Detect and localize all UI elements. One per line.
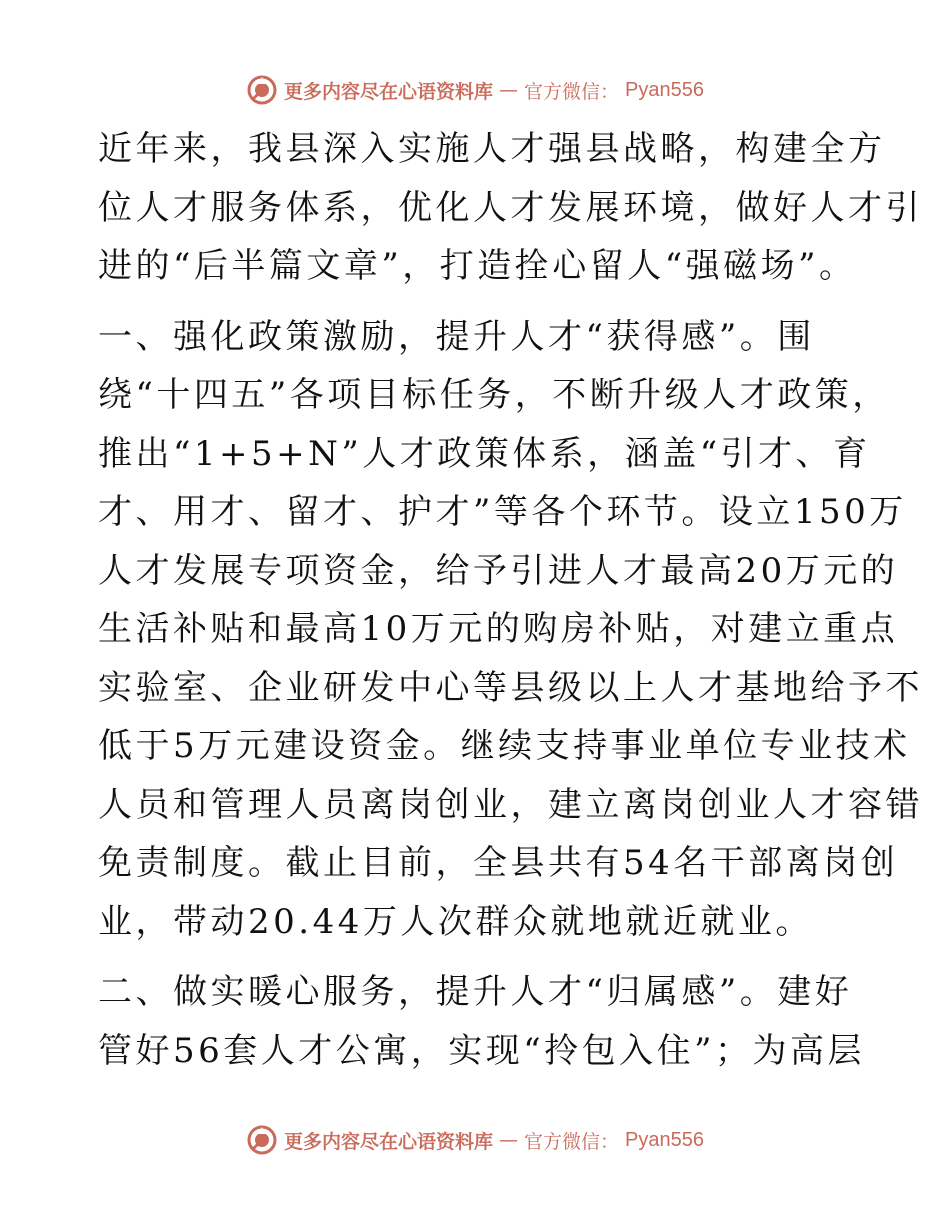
text-line: 业，带动20.44万人次群众就地就近就业。 xyxy=(98,901,813,942)
banner-wechat-id: Pyan556 xyxy=(625,78,704,101)
paragraph-section-2 xyxy=(98,963,866,1080)
banner-text: 更多内容尽在心语资料库 xyxy=(284,1130,494,1153)
footer-banner xyxy=(0,1122,950,1158)
text-line: 人才发展专项资金，给予引进人才最高20万元的 xyxy=(98,550,899,591)
text-line: 近年来，我县深入实施人才强县战略，构建全方 xyxy=(98,129,886,169)
text-line: 进的“后半篇文章”，打造拴心留人“强磁场”。 xyxy=(98,246,857,286)
banner-separator: — xyxy=(499,1129,519,1151)
text-line: 二、做实暖心服务，提升人才“归属感”。建好 xyxy=(98,972,853,1012)
banner-official-label: 官方微信： xyxy=(524,1130,620,1153)
text-line: 低于5万元建设资金。继续支持事业单位专业技术 xyxy=(98,726,911,766)
paragraph-intro xyxy=(98,120,923,296)
text-line: 生活补贴和最高10万元的购房补贴，对建立重点 xyxy=(98,609,899,649)
text-line: 一、强化政策激励，提升人才“获得感”。围 xyxy=(98,316,815,357)
banner-text: 更多内容尽在心语资料库 xyxy=(284,80,494,103)
text-line: 实验室、企业研发中心等县级以上人才基地给予不 xyxy=(98,667,923,708)
text-line: 人员和管理人员离岗创业，建立离岗创业人才容错 xyxy=(98,784,923,825)
banner-wechat-id: Pyan556 xyxy=(625,1128,704,1151)
document-body xyxy=(98,120,923,1080)
text-line: 推出“1+5+N”人才政策体系，涵盖“引才、育 xyxy=(98,433,871,474)
seal-logo-icon xyxy=(246,1124,278,1156)
text-line: 免责制度。截止目前，全县共有54名干部离岗创 xyxy=(98,843,899,883)
paragraph-section-1 xyxy=(98,308,923,952)
text-line: 位人才服务体系，优化人才发展环境，做好人才引 xyxy=(98,187,923,228)
banner-separator: — xyxy=(499,79,519,101)
text-line: 才、用才、留才、护才”等各个环节。设立150万 xyxy=(98,492,907,532)
text-line: 绕“十四五”各项目标任务，不断升级人才政策， xyxy=(98,375,890,415)
header-banner xyxy=(0,72,950,108)
banner-official-label: 官方微信： xyxy=(524,80,620,103)
seal-logo-icon xyxy=(246,74,278,106)
text-line: 管好56套人才公寓，实现“拎包入住”；为高层 xyxy=(98,1030,866,1071)
